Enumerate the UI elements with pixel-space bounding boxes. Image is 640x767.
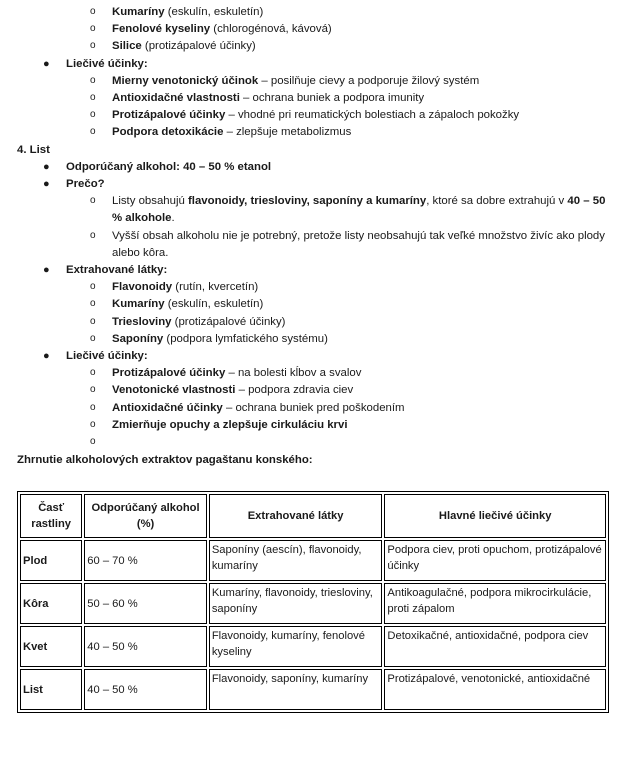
- cell-part: Kvet: [20, 626, 82, 667]
- cell-part: Plod: [20, 540, 82, 581]
- why-heading: ● Prečo?: [0, 176, 640, 193]
- circle-bullet-icon: o: [90, 332, 96, 344]
- cell-effects: Protizápalové, venotonické, antioxidačné: [384, 669, 606, 710]
- cell-alcohol: 40 – 50 %: [84, 669, 207, 710]
- table-header-row: [20, 494, 606, 538]
- disc-bullet-icon: ●: [43, 264, 50, 277]
- circle-bullet-icon: o: [90, 6, 96, 17]
- effects-heading: ● Liečivé účinky:: [0, 56, 640, 73]
- summary-title: Zhrnutie alkoholových extraktov pagaštanu konského:: [17, 454, 313, 467]
- disc-bullet-icon: ●: [43, 178, 50, 191]
- table-row: [20, 540, 606, 581]
- section-heading-list: 4. List: [17, 143, 50, 156]
- circle-bullet-icon: o: [90, 109, 96, 121]
- cell-substances: Saponíny (aescín), flavonoidy, kumaríny: [209, 540, 383, 581]
- list-item: o Fenolové kyseliny (chlorogénová, kávová): [0, 21, 640, 38]
- list-effects-heading: ● Liečivé účinky:: [0, 348, 640, 365]
- cell-effects: Detoxikačné, antioxidačné, podpora ciev: [384, 626, 606, 667]
- paragraph-item: o Listy obsahujú flavonoidy, triesloviny, saponíny a kumaríny, ktoré sa dobre extrahujú v 40 – 50 % alkohole.: [0, 193, 640, 227]
- list-item: o Mierny venotonický účinok – posilňuje cievy a podporuje žilový systém: [0, 73, 640, 90]
- disc-bullet-icon: ●: [43, 57, 50, 70]
- table-row: [20, 669, 606, 710]
- circle-bullet-icon: o: [90, 401, 96, 413]
- circle-bullet-icon: o: [90, 436, 96, 448]
- circle-bullet-icon: o: [90, 384, 96, 396]
- list-item: o Protizápalové účinky – na bolesti kĺbov a svalov: [0, 365, 640, 382]
- list-item: o Podpora detoxikácie – zlepšuje metabolizmus: [0, 124, 640, 141]
- circle-bullet-icon: o: [90, 367, 96, 379]
- disc-bullet-icon: ●: [43, 350, 50, 363]
- cell-part: Kôra: [20, 583, 82, 624]
- header-alcohol: Odporúčaný alkohol (%): [84, 494, 207, 538]
- cell-alcohol: 50 – 60 %: [84, 583, 207, 624]
- list-item: o Kumaríny (eskulín, eskuletín): [0, 4, 640, 21]
- list-item: o Antioxidačné vlastnosti – ochrana buniek a podpora imunity: [0, 90, 640, 107]
- cell-effects: Antikoagulačné, podpora mikrocirkulácie, proti zápalom: [384, 583, 606, 624]
- list-item: o Triesloviny (protizápalové účinky): [0, 314, 640, 331]
- circle-bullet-icon: o: [90, 195, 96, 207]
- circle-bullet-icon: o: [90, 23, 96, 35]
- list-item: o Antioxidačné účinky – ochrana buniek pred poškodením: [0, 400, 640, 417]
- list-item: o Kumaríny (eskulín, eskuletín): [0, 296, 640, 313]
- list-item: o Flavonoidy (rutín, kvercetín): [0, 279, 640, 296]
- list-item: o Silice (protizápalové účinky): [0, 38, 640, 55]
- list-section: [0, 159, 640, 451]
- disc-bullet-icon: ●: [43, 160, 50, 173]
- empty-list-item: [0, 434, 640, 451]
- cell-substances: Kumaríny, flavonoidy, triesloviny, saponíny: [209, 583, 383, 624]
- header-effects: Hlavné liečivé účinky: [384, 494, 606, 538]
- circle-bullet-icon: o: [90, 418, 96, 430]
- summary-table: [17, 491, 609, 713]
- cell-substances: Flavonoidy, saponíny, kumaríny: [209, 669, 383, 710]
- cell-substances: Flavonoidy, kumaríny, fenolové kyseliny: [209, 626, 383, 667]
- cell-effects: Podpora ciev, proti opuchom, protizápalové účinky: [384, 540, 606, 581]
- circle-bullet-icon: o: [90, 315, 96, 327]
- list-item: o Protizápalové účinky – vhodné pri reumatických bolestiach a zápaloch pokožky: [0, 107, 640, 124]
- table-row: [20, 626, 606, 667]
- list-item: o Zmierňuje opuchy a zlepšuje cirkuláciu krvi: [0, 417, 640, 434]
- alcohol-line: ● Odporúčaný alkohol: 40 – 50 % etanol: [0, 159, 640, 176]
- circle-bullet-icon: o: [90, 126, 96, 138]
- cell-alcohol: 60 – 70 %: [84, 540, 207, 581]
- circle-bullet-icon: o: [90, 92, 96, 104]
- cell-part: List: [20, 669, 82, 710]
- paragraph-item: o Vyšší obsah alkoholu nie je potrebný, pretože listy neobsahujú tak veľké množstvo živíc ako plody alebo kôra.: [0, 228, 640, 262]
- document-page: [0, 4, 640, 469]
- header-part: Časť rastliny: [20, 494, 82, 538]
- cell-alcohol: 40 – 50 %: [84, 626, 207, 667]
- list-item: o Venotonické vlastnosti – podpora zdravia ciev: [0, 382, 640, 399]
- header-substances: Extrahované látky: [209, 494, 383, 538]
- circle-bullet-icon: o: [90, 298, 96, 310]
- table-row: [20, 583, 606, 624]
- list-item: o Saponíny (podpora lymfatického systému): [0, 331, 640, 348]
- circle-bullet-icon: o: [90, 229, 96, 241]
- circle-bullet-icon: o: [90, 40, 96, 52]
- circle-bullet-icon: o: [90, 281, 96, 293]
- circle-bullet-icon: o: [90, 74, 96, 86]
- top-list: [0, 4, 640, 142]
- extract-heading: ● Extrahované látky:: [0, 262, 640, 279]
